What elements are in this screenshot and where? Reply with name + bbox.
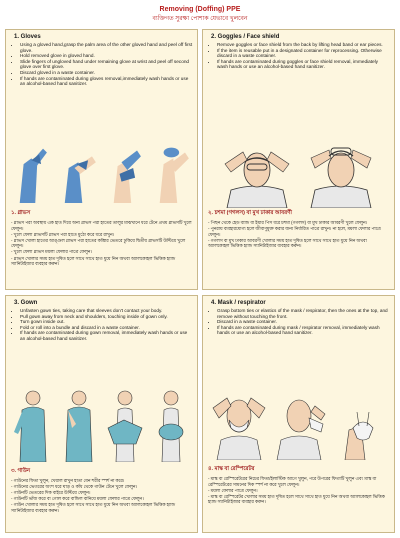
goggles-bangla-section (203, 210, 394, 249)
list-item: • If hands are contaminated during gown removal, immediately wash hands or use an alcohol-based hand sanitizer. (20, 330, 193, 341)
list-item: - ময়লা ফেলার পাত্রে ফেলুন। (208, 487, 258, 493)
glove-step4-illustration (150, 134, 193, 204)
mask-bangla-section (203, 466, 394, 505)
list-item: - খুলে ফেলা গ্লাভসটি গ্লাভস পরা হাতে মুঠো করে ধরে রাখুন। (11, 231, 115, 237)
gloves-bangla-section (6, 210, 197, 267)
list-item: - গাউনটি ভেতরের দিক বাইরে উল্টিয়ে ফেলুন। (11, 490, 91, 496)
list-item: • Discard gloved in a waste container. (20, 70, 193, 76)
gown-step4-illustration (150, 388, 192, 462)
gown-card (5, 295, 198, 533)
goggles-card (202, 29, 395, 290)
list-item: • If hands are contaminated during mask / respirator removal, immediately wash hands or use an alcohol-based hand sanitizer. (217, 325, 390, 336)
list-item: - পিছন থেকে হেড ব্যান্ড বা ইয়ার পিস ধরে চশমা (গগলস) বা মুখ ঢাকার আবরণী খুলে ফেলুন। (208, 220, 368, 225)
gloves-instructions (6, 42, 197, 117)
mask-illustration (207, 378, 390, 460)
list-item: - গ্লাভস পরা অবস্থায় এক হাত দিয়ে অন্য গ্লাভস পরা হাতের তালুর মাঝখানে ধরে টেনে প্রথম গ্লাভসটি খুলে ফেলুন। (11, 220, 192, 231)
page-subtitle: ব্যক্তিগত সুরক্ষা পোশাক যেভাবে খুলবেন (152, 16, 248, 22)
gloves-heading: 1. Gloves (14, 34, 41, 40)
mask-card (202, 295, 395, 533)
list-item: • Discard in a waste container. (217, 319, 390, 325)
gown-step3-illustration (104, 388, 146, 462)
list-item: - গাউনটি ভাঁজ করে বা গোল করে বান্ডিল বানিয়ে ময়লা ফেলার পাত্রে ফেলুন। (11, 496, 144, 502)
list-item: • Grasp bottom ties or elastics of the mask / respirator, then the ones at the top, and remove without touching the front. (217, 308, 390, 319)
gown-bangla-section (6, 468, 197, 514)
list-item: - গ্লাভস খোলার সময় হাত দূষিত হলে সাথে সাথে হাত ধুয়ে নিন অথবা অ্যালকোহল ভিত্তিক হ্যান্ড স্যানিটাইজার ব্যবহার করুন। (11, 255, 176, 267)
glove-step2-illustration (57, 134, 100, 204)
list-item: - গাউনের ফিতা খুলুন, খেয়াল রাখুন হাতা যেন শরীর স্পর্শ না করে। (11, 478, 125, 483)
list-item: - গাউন খোলার সময় হাত দূষিত হলে সাথে সাথে হাত ধুয়ে নিন অথবা অ্যালকোহল ভিত্তিক হ্যান্ড স্যানিটাইজার ব্যবহার করুন। (11, 502, 176, 513)
goggles-heading: 2. Goggles / Face shield (211, 34, 280, 40)
gown-instructions (6, 308, 197, 386)
goggles-removal-illustration (301, 134, 381, 208)
mask-bangla-heading: ৪. মাস্ক বা রেস্পিরেটর (208, 466, 255, 472)
gown-heading: 3. Gown (14, 300, 38, 306)
list-item: • Hold removed glove in gloved hand. (20, 53, 193, 59)
list-item: • Turn gown inside out. (20, 319, 193, 325)
list-item: • Unfasten gown ties, taking care that sleeves don't contact your body. (20, 308, 193, 314)
list-item: - খুলে ফেলা গ্লাভস ময়লা ফেলার পাত্রে ফেলুন। (11, 249, 92, 255)
mask-step2-illustration (271, 378, 327, 460)
goggles-front-illustration (217, 134, 297, 208)
list-item: • Slide fingers of ungloved hand under remaining glove at wrist and peel off second glove over first glove. (20, 59, 193, 70)
gown-step1-illustration (12, 388, 54, 462)
list-item: - গ্লাভস খোলা হাতের আঙ্গুল গ্লাভস পরা হাতের কব্জির ভেতরে ঢুকিয়ে দ্বিতীয় গ্লাভসটি উল্টিয়ে খুলে ফেলুন। (11, 237, 186, 249)
list-item: • Fold or roll into a bundle and discard in a waste container. (20, 325, 193, 331)
glove-step3-illustration (104, 134, 147, 204)
gown-step2-illustration (58, 388, 100, 462)
goggles-illustration (207, 134, 390, 208)
list-item: • If the item is reusable put in a designated container for reprocessing. Otherwise discard in a waste container. (217, 48, 390, 59)
gloves-card (5, 29, 198, 290)
gown-illustration (10, 388, 193, 462)
goggles-instructions (203, 42, 394, 117)
page-title: Removing (Doffing) PPE (159, 6, 241, 13)
gloves-illustration (10, 134, 193, 204)
gloves-bangla-heading: ১. গ্লাভস (11, 210, 31, 216)
gown-bangla-heading: ৩. গাউন (11, 468, 31, 474)
mask-step1-illustration (211, 378, 267, 460)
list-item: - পুনরায় ব্যবহারযোগ্য হলে জীবাণুমুক্ত করার জন্য নির্ধারিত পাত্রে রাখুন। না হলে, ময়লা ফেলার পাত্রে ফেলুন। (208, 226, 381, 237)
glove-step1-illustration (10, 134, 53, 204)
list-item: - মাস্ক বা রেস্পিরেটরের নিচের ফিতা/ইলাস্টিক আগে খুলুন, পরে উপরের ফিতাটি খুলুন এবং মাস্ক বা রেস্পিরেটরের সামনের দিক স্পর্শ না করে খুলে ফেলুন। (208, 476, 377, 487)
mask-heading: 4. Mask / respirator (211, 300, 266, 306)
list-item: - গগলস বা মুখ ঢাকার আবরণী খোলার সময় হাত দূষিত হলে সাথে সাথে হাত ধুয়ে নিন অথবা অ্যালকোহল ভিত্তিক হ্যান্ড স্যানিটাইজার ব্যবহার করুন। (208, 237, 367, 249)
list-item: • Using a gloved hand,grasp the palm area of the other gloved hand and peel off first glove. (20, 42, 193, 53)
mask-step3-illustration (331, 378, 387, 460)
list-item: • If hands are contaminated during gloves removal,immediately wash hands or use an alcohol-based hand sanitizer. (20, 76, 193, 87)
list-item: • Pull gown away from neck and shoulders, touching inside of gown only. (20, 314, 193, 320)
mask-instructions (203, 308, 394, 370)
list-item: - মাস্ক বা রেস্পিরেটর খোলার সময় হাত দূষিত হলে সাথে সাথে হাত ধুয়ে নিন অথবা অ্যালকোহল ভিত্তিক হ্যান্ড স্যানিটাইজার ব্যবহার করুন। (208, 493, 385, 505)
list-item: • If hands are contaminated during goggles or face shield removal, immediately wash hands or use an alcohol-based hand sanitizer. (217, 59, 390, 70)
list-item: • Remove goggles or face shield from the back by lifting head band or ear pieces. (217, 42, 390, 48)
list-item: - গাউনের ভেতরের অংশ ধরে ঘাড় ও কাঁধ থেকে গাউন টেনে খুলে ফেলুন। (11, 484, 138, 490)
goggles-bangla-heading: ২. চশমা (গগলস) বা মুখ ঢাকার আবরণী (208, 210, 292, 216)
